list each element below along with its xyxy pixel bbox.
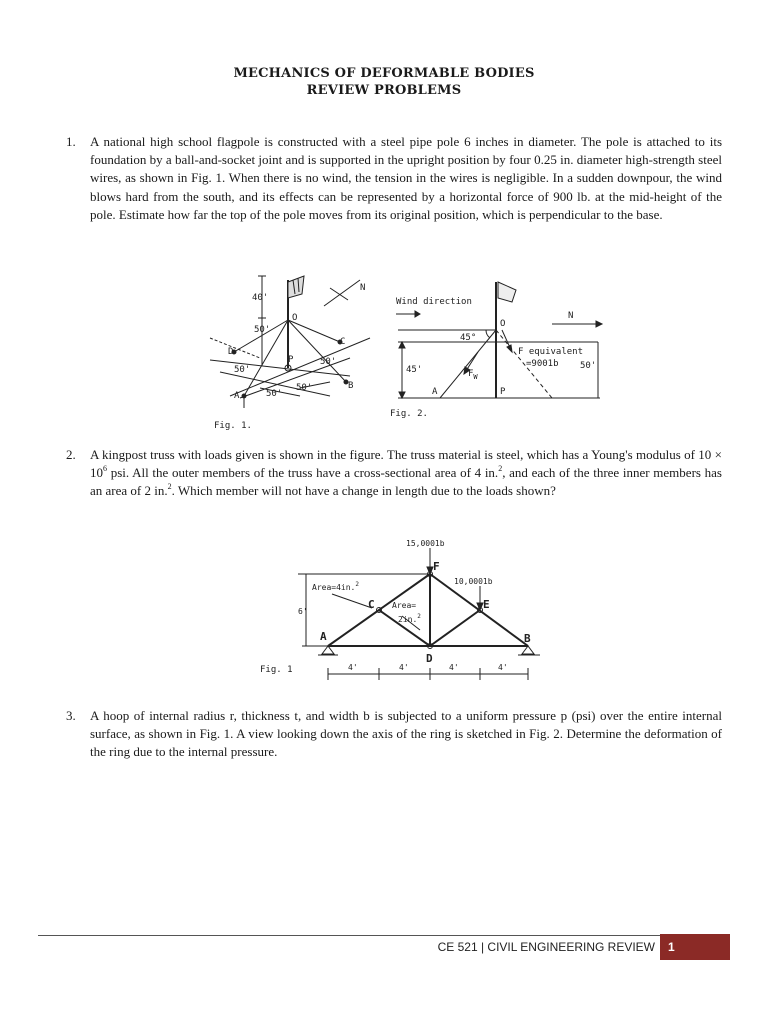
joint-d: D: [426, 652, 433, 665]
joint-a: A: [320, 630, 327, 643]
point-p: P: [288, 355, 294, 365]
figure-caption: Fig. 1.: [214, 421, 252, 431]
dim-40: 40': [252, 293, 269, 303]
kingpost-truss-figure: [252, 534, 552, 686]
problem-text: A national high school flagpole is constructed with a steel pipe pole 6 inches in diameter. The pole is attached to its foundation by a ball-and-socket joint and is supported in the upright position by four 0.25 in. diameter high-strength steel wires, as shown in Fig. 1. When there is no wind, the tension in the wires is negligible. In a sudden downpour, the wind blows hard from the south, and its effects can be represented by a horizontal force of 900 lb. at the mid-height of the pole. Estimate how far the top of the pole moves from its original position, which is perpendicular to the base.: [90, 134, 722, 222]
area-outer: Area=4in.$^2$: [312, 581, 359, 592]
force-fw: $F_W$: [468, 369, 478, 381]
problem-3: [66, 707, 722, 762]
problem-2: [66, 446, 722, 501]
dim-50: 50': [580, 361, 597, 371]
wind-direction-label: Wind direction: [396, 297, 472, 307]
document-title: MECHANICS OF DEFORMABLE BODIES: [233, 66, 535, 81]
f-equivalent-value: =9001b: [526, 359, 559, 369]
joint-f: F: [433, 560, 440, 573]
span-4: 4': [498, 663, 508, 672]
flagpole-figure-1: [200, 268, 380, 433]
area-inner-line1: Area=: [392, 601, 417, 610]
dim-50-left: 50': [234, 365, 251, 375]
document-subtitle: REVIEW PROBLEMS: [306, 83, 462, 98]
span-1: 4': [348, 663, 358, 672]
footer-course: CE 521 | CIVIL ENGINEERING REVIEW: [437, 940, 655, 954]
load-e: 10,0001b: [454, 577, 493, 586]
dim-50-bottom-b: 50': [296, 383, 313, 393]
page-number-box: [660, 934, 730, 960]
dim-50-bottom-a: 50': [266, 389, 283, 399]
point-o: O: [292, 313, 298, 323]
problem-1: [66, 133, 722, 224]
north-label: N: [360, 283, 366, 293]
joint-c: C: [368, 598, 375, 611]
flagpole-figure-2: [388, 272, 610, 420]
span-2: 4': [399, 663, 409, 672]
problem-text: A kingpost truss with loads given is shown in the figure. The truss material is steel, which has a Young's modulus of $10 \times 10^6$ psi. All the outer members of the truss have a cross-sectional area of 4 in.$^2$, and each of the three inner members has an area of 2 in.$^2$. Which member will not have a change in length due to the loads shown?: [90, 447, 722, 499]
point-c: C: [340, 337, 346, 347]
load-f: 15,0001b: [406, 539, 445, 548]
joint-e: E: [483, 598, 490, 611]
point-b: B: [348, 381, 354, 391]
dim-50-upper: 50': [254, 325, 271, 335]
area-inner-line2: 2in.$^2$: [398, 613, 421, 624]
problem-number: 3.: [66, 708, 76, 723]
dim-45: 45': [406, 365, 423, 375]
figure-caption: Fig. 2.: [390, 409, 428, 419]
figure-caption: Fig. 1: [260, 665, 293, 675]
page-number: 1: [668, 940, 675, 954]
point-a: A: [432, 387, 438, 397]
dim-50-right: 50': [320, 357, 337, 367]
problem-number: 1.: [66, 134, 76, 149]
point-p: P: [500, 387, 506, 397]
f-equivalent-label: F equivalent: [518, 347, 584, 357]
joint-b: B: [524, 632, 531, 645]
angle-label: 45°: [460, 333, 477, 343]
point-a: A: [234, 391, 240, 401]
point-d: D: [228, 347, 234, 357]
point-o: O: [500, 319, 506, 329]
footer-divider: [38, 935, 728, 936]
problem-number: 2.: [66, 447, 76, 462]
problem-text: A hoop of internal radius r, thickness t, and width b is subjected to a uniform pressure p (psi) over the entire internal surface, as shown in Fig. 1. A view looking down the axis of the ring is sketched in Fig. 2. Determine the deformation of the ring due to the internal pressure.: [90, 708, 722, 760]
north-label: N: [568, 311, 574, 321]
span-3: 4': [449, 663, 459, 672]
height-dim: 6': [298, 607, 308, 616]
